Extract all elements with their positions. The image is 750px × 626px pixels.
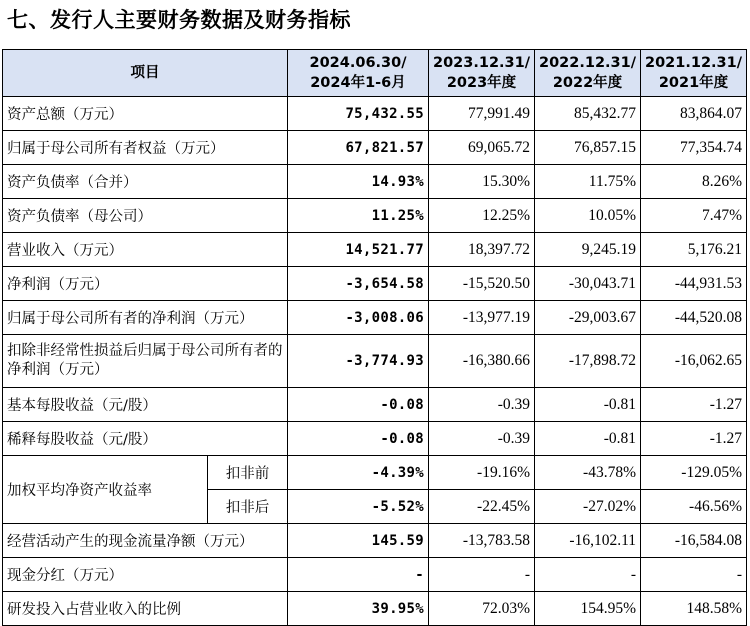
cell-value: 14.93% [288, 165, 429, 199]
cell-value: 9,245.19 [535, 233, 641, 267]
cell-value: - [641, 558, 747, 592]
section-title: 七、发行人主要财务数据及财务指标 [7, 8, 351, 32]
cell-value: -1.27 [641, 422, 747, 456]
cell-value: -43.78% [535, 456, 641, 490]
cell-value: -0.81 [535, 388, 641, 422]
cell-value: -0.08 [288, 388, 429, 422]
cell-value: -129.05% [641, 456, 747, 490]
row-label: 归属于母公司所有者的净利润（万元） [3, 301, 288, 335]
cell-value: -19.16% [429, 456, 535, 490]
cell-value: 145.59 [288, 524, 429, 558]
table-row [3, 335, 747, 388]
header-col-2022: 2022.12.31/ 2022年度 [535, 50, 641, 97]
cell-value: 14,521.77 [288, 233, 429, 267]
cell-value: -3,008.06 [288, 301, 429, 335]
cell-value: -4.39% [288, 456, 429, 490]
table-row [3, 592, 747, 626]
header-col-2023: 2023.12.31/ 2023年度 [429, 50, 535, 97]
table-row [3, 558, 747, 592]
cell-value: 75,432.55 [288, 97, 429, 131]
cell-value: 7.47% [641, 199, 747, 233]
cell-value: - [288, 558, 429, 592]
cell-value: 15.30% [429, 165, 535, 199]
cell-value: -0.81 [535, 422, 641, 456]
table-row [3, 131, 747, 165]
row-label: 扣除非经常性损益后归属于母公司所有者的净利润（万元） [3, 335, 288, 388]
cell-value: -13,783.58 [429, 524, 535, 558]
cell-value: -16,102.11 [535, 524, 641, 558]
cell-value: -44,520.08 [641, 301, 747, 335]
cell-value: 77,354.74 [641, 131, 747, 165]
roe-sub-label: 扣非后 [208, 490, 288, 524]
cell-value: -3,774.93 [288, 335, 429, 388]
cell-value: -1.27 [641, 388, 747, 422]
cell-value: 76,857.15 [535, 131, 641, 165]
row-label: 稀释每股收益（元/股） [3, 422, 288, 456]
cell-value: -16,584.08 [641, 524, 747, 558]
cell-value: -15,520.50 [429, 267, 535, 301]
cell-value: 8.26% [641, 165, 747, 199]
cell-value: -0.39 [429, 422, 535, 456]
table-row [3, 97, 747, 131]
table-row [3, 199, 747, 233]
table-row [3, 388, 747, 422]
cell-value: 39.95% [288, 592, 429, 626]
row-label: 研发投入占营业收入的比例 [3, 592, 288, 626]
row-label: 净利润（万元） [3, 267, 288, 301]
cell-value: - [535, 558, 641, 592]
cell-value: - [429, 558, 535, 592]
cell-value: 72.03% [429, 592, 535, 626]
header-row [3, 50, 747, 97]
cell-value: 10.05% [535, 199, 641, 233]
row-label: 现金分红（万元） [3, 558, 288, 592]
cell-value: -17,898.72 [535, 335, 641, 388]
cell-value: 154.95% [535, 592, 641, 626]
cell-value: 5,176.21 [641, 233, 747, 267]
cell-value: 85,432.77 [535, 97, 641, 131]
cell-value: -0.39 [429, 388, 535, 422]
cell-value: -13,977.19 [429, 301, 535, 335]
row-label: 经营活动产生的现金流量净额（万元） [3, 524, 288, 558]
table-row [3, 456, 747, 490]
row-label: 资产负债率（合并） [3, 165, 288, 199]
row-label: 资产负债率（母公司） [3, 199, 288, 233]
cell-value: 83,864.07 [641, 97, 747, 131]
cell-value: 77,991.49 [429, 97, 535, 131]
cell-value: -46.56% [641, 490, 747, 524]
cell-value: 12.25% [429, 199, 535, 233]
roe-sub-label: 扣非前 [208, 456, 288, 490]
cell-value: -16,380.66 [429, 335, 535, 388]
row-label: 资产总额（万元） [3, 97, 288, 131]
header-item: 项目 [3, 50, 288, 97]
cell-value: -27.02% [535, 490, 641, 524]
cell-value: -5.52% [288, 490, 429, 524]
roe-label: 加权平均净资产收益率 [3, 456, 208, 524]
table-row [3, 422, 747, 456]
table-row [3, 233, 747, 267]
cell-value: -3,654.58 [288, 267, 429, 301]
cell-value: 11.75% [535, 165, 641, 199]
row-label: 归属于母公司所有者权益（万元） [3, 131, 288, 165]
cell-value: -0.08 [288, 422, 429, 456]
table-row [3, 267, 747, 301]
table-row [3, 301, 747, 335]
cell-value: 11.25% [288, 199, 429, 233]
table-row [3, 524, 747, 558]
cell-value: -30,043.71 [535, 267, 641, 301]
cell-value: 69,065.72 [429, 131, 535, 165]
header-col-2024h1: 2024.06.30/ 2024年1-6月 [288, 50, 429, 97]
cell-value: 148.58% [641, 592, 747, 626]
row-label: 基本每股收益（元/股） [3, 388, 288, 422]
cell-value: 67,821.57 [288, 131, 429, 165]
cell-value: 18,397.72 [429, 233, 535, 267]
row-label: 营业收入（万元） [3, 233, 288, 267]
table-row [3, 165, 747, 199]
cell-value: -16,062.65 [641, 335, 747, 388]
cell-value: -22.45% [429, 490, 535, 524]
cell-value: -29,003.67 [535, 301, 641, 335]
header-col-2021: 2021.12.31/ 2021年度 [641, 50, 747, 97]
financial-data-table [2, 49, 747, 626]
cell-value: -44,931.53 [641, 267, 747, 301]
